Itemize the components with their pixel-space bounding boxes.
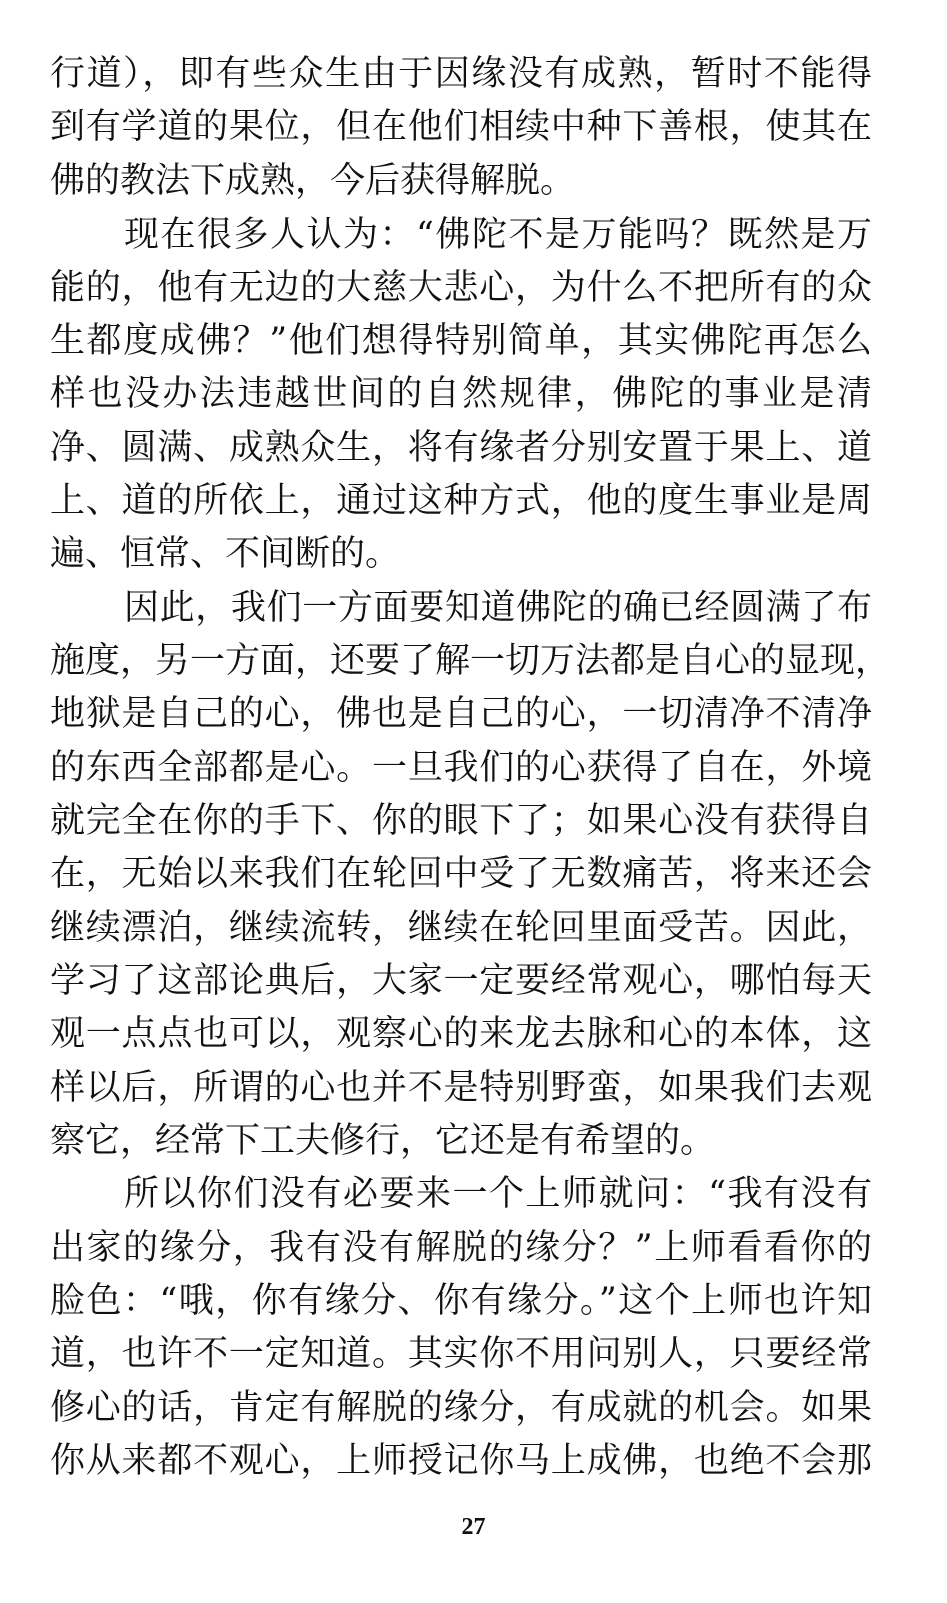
text-line: 在，无始以来我们在轮回中受了无数痛苦，将来还会 [50,854,872,894]
text-line: 道，也许不一定知道。其实你不用问别人，只要经常 [50,1334,872,1374]
text-line: 净、圆满、成熟众生，将有缘者分别安置于果上、道 [50,428,872,468]
text-line: 现在很多人认为：“佛陀不是万能吗？既然是万 [124,215,872,255]
text-line: 样以后，所谓的心也并不是特别野蛮，如果我们去观 [50,1068,872,1108]
text-line: 能的，他有无边的大慈大悲心，为什么不把所有的众 [50,268,872,308]
text-line: 继续漂泊，继续流转，继续在轮回里面受苦。因此， [50,908,872,948]
text-line: 学习了这部论典后，大家一定要经常观心，哪怕每天 [50,961,872,1001]
page-number: 27 [461,1514,486,1540]
text-line: 脸色：“哦，你有缘分、你有缘分。”这个上师也许知 [50,1281,872,1321]
text-line: 就完全在你的手下、你的眼下了；如果心没有获得自 [50,801,872,841]
text-line: 因此，我们一方面要知道佛陀的确已经圆满了布 [124,588,872,628]
text-line: 察它，经常下工夫修行，它还是有希望的。 [50,1121,716,1161]
text-line: 施度，另一方面，还要了解一切万法都是自心的显现， [50,641,891,681]
text-line: 你从来都不观心，上师授记你马上成佛，也绝不会那 [50,1441,872,1481]
text-line: 观一点点也可以，观察心的来龙去脉和心的本体，这 [50,1014,872,1054]
text-line: 佛的教法下成熟，今后获得解脱。 [50,161,576,201]
text-line: 生都度成佛？”他们想得特别简单，其实佛陀再怎么 [50,321,872,361]
text-line: 所以你们没有必要来一个上师就问：“我有没有 [124,1174,872,1214]
text-line: 行道），即有些众生由于因缘没有成熟，暂时不能得 [50,54,872,94]
text-line: 上、道的所依上，通过这种方式，他的度生事业是周 [50,481,872,521]
text-line: 样也没办法违越世间的自然规律，佛陀的事业是清 [50,374,872,414]
text-line: 遍、恒常、不间断的。 [50,534,401,574]
text-line: 到有学道的果位，但在他们相续中种下善根，使其在 [50,107,872,147]
text-line: 地狱是自己的心，佛也是自己的心，一切清净不清净 [50,694,872,734]
text-line: 出家的缘分，我有没有解脱的缘分？”上师看看你的 [50,1228,872,1268]
text-line: 修心的话，肯定有解脱的缘分，有成就的机会。如果 [50,1388,872,1428]
text-line: 的东西全部都是心。一旦我们的心获得了自在，外境 [50,748,872,788]
